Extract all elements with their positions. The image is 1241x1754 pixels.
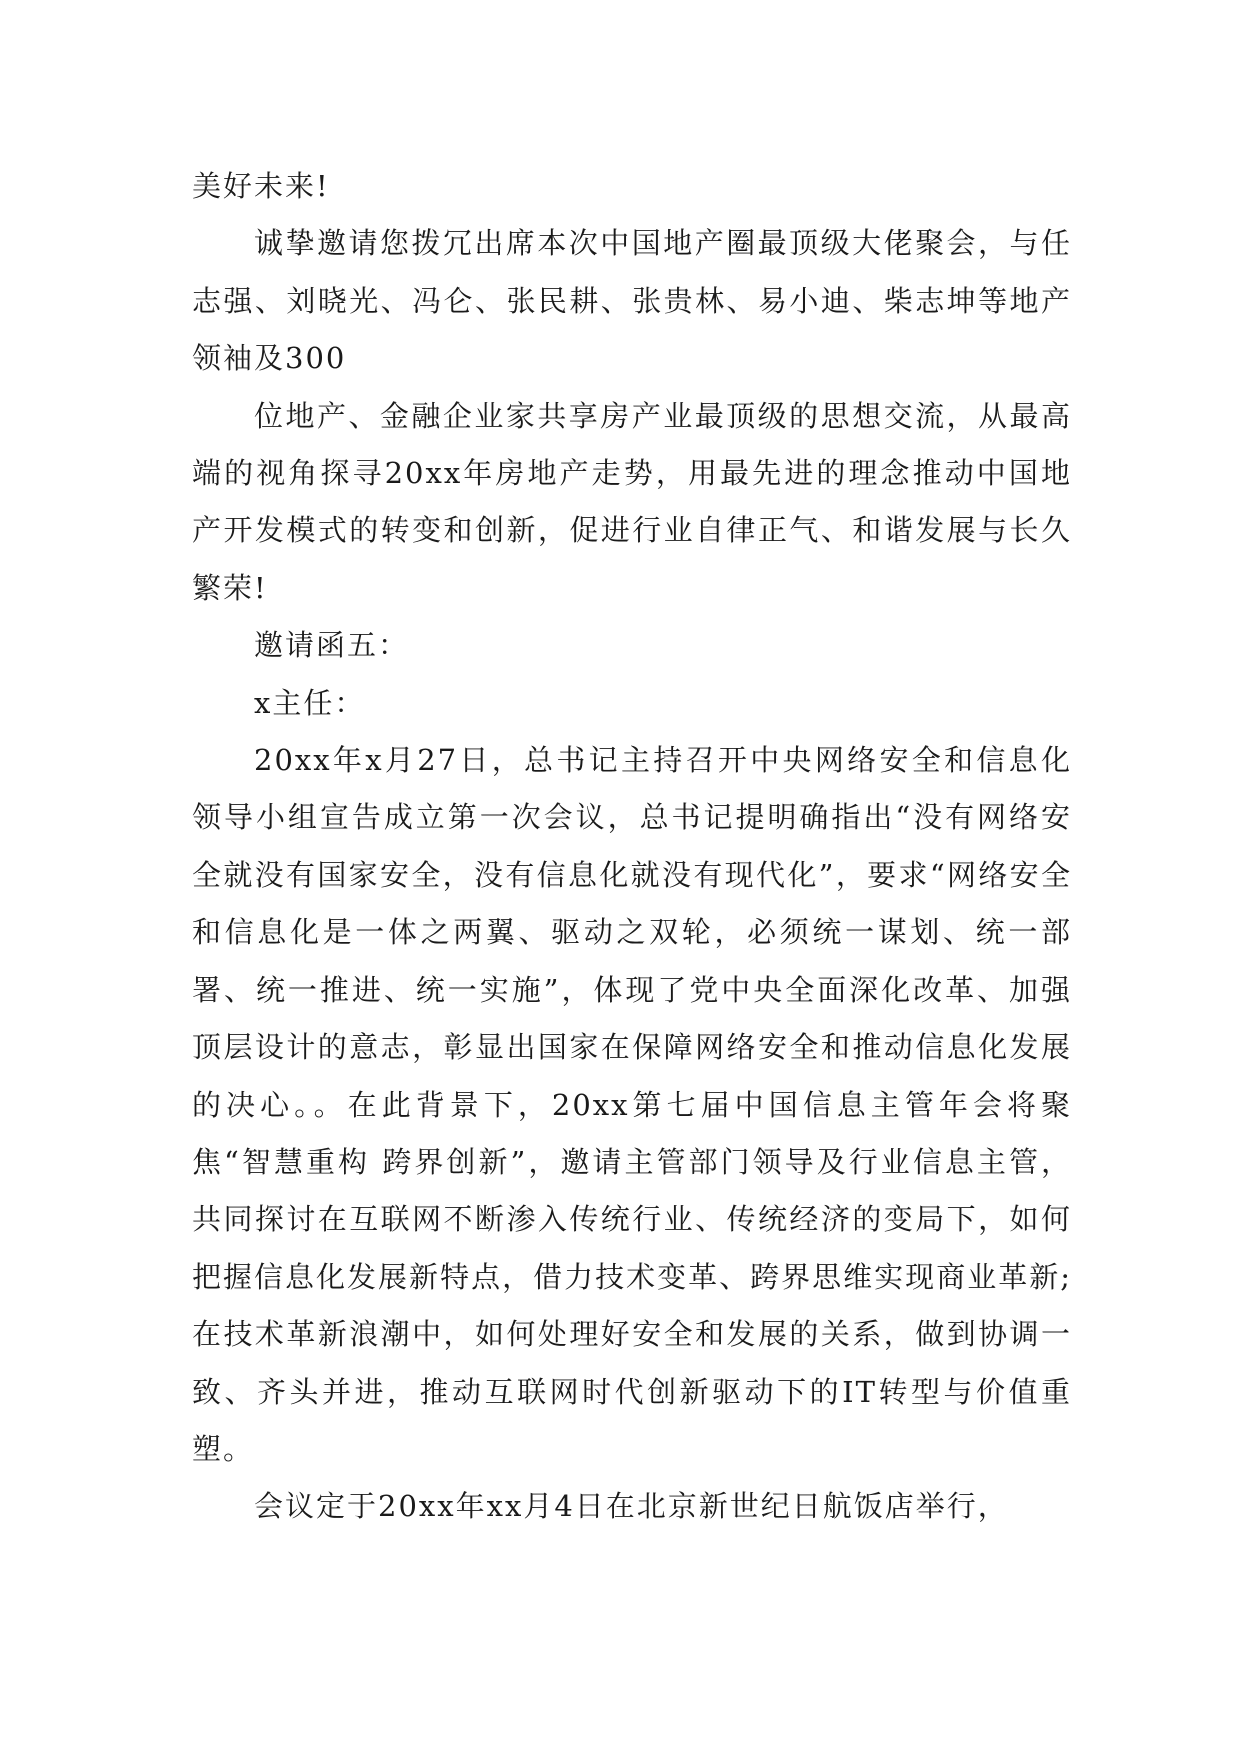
paragraph-closing-line: 美好未来!: [192, 169, 330, 203]
paragraph-cybersecurity-background: 20xx年x月27日，总书记主持召开中央网络安全和信息化领导小组宣告成立第一次会议，总书记提明确指出“没有网络安全就没有国家安全，没有信息化就没有现代化”，要求“网络安全和信息化是一体之两翼、驱动之双轮，必须统一谋划、统一部署、统一推进、统一实施”，体现了党中央全面深化改革、加强顶层设计的意志，彰显出国家在保障网络安全和推动信息化发展的决心。。在此背景下，20xx第七届中国信息主管年会将聚焦“智慧重构 跨界创新”，邀请主管部门领导及行业信息主管，共同探讨在互联网不断渗入传统行业、传统经济的变局下，如何把握信息化发展新特点，借力技术变革、跨界思维实现商业革新;在技术革新浪潮中，如何处理好安全和发展的关系，做到协调一致、齐头并进，推动互联网时代创新驱动下的IT转型与价值重塑。: [192, 743, 1072, 1466]
salutation: x主任：: [254, 685, 366, 720]
paragraph-meeting-details: 会议定于20xx年xx月4日在北京新世纪日航饭店举行，: [254, 1489, 1009, 1524]
section-heading-invitation-five: 邀请函五：: [254, 628, 410, 663]
paragraph-invitation-real-estate: 诚挚邀请您拨冗出席本次中国地产圈最顶级大佬聚会，与任志强、刘晓光、冯仑、张民耕、张贵林、易小迪、柴志坤等地产领袖及300: [192, 226, 1072, 376]
paragraph-real-estate-exchange: 位地产、金融企业家共享房产业最顶级的思想交流，从最高端的视角探寻20xx年房地产走势，用最先进的理念推动中国地产开发模式的转变和创新，促进行业自律正气、和谐发展与长久繁荣!: [192, 398, 1072, 605]
document-body: [192, 158, 1072, 1536]
